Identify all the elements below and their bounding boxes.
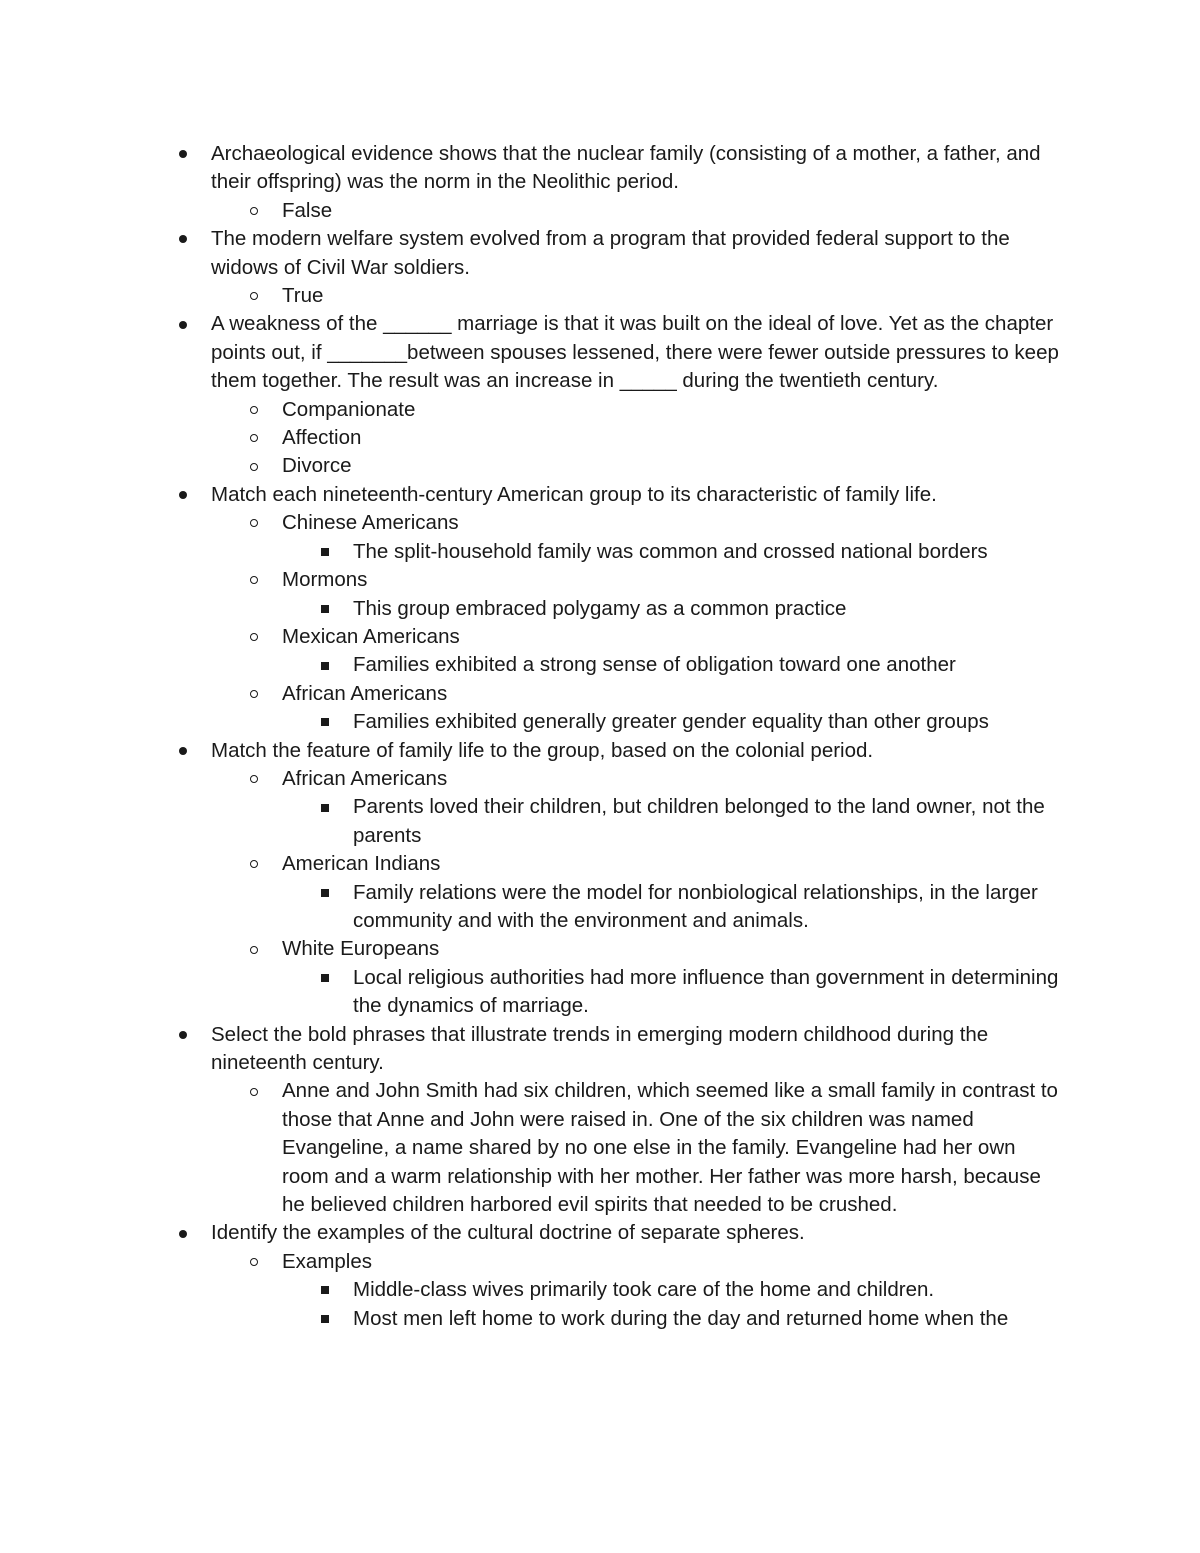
list-item [0,225,1200,282]
list-item [0,765,1200,793]
list-item-text: Local religious authorities had more influence than government in determining the dynamics of marriage. [353,965,1059,1018]
bullet-circle-icon [247,452,261,480]
document-page [0,140,1200,1333]
list-item [0,595,1200,623]
list-item-text: A weakness of the ______ marriage is that it was built on the ideal of love. Yet as the chapter points out, if _______between spouses lessened, there were fewer outside pressures to keep them together. The result was an increase in _____ during the twentieth century. [211,312,1059,393]
bullet-circle-icon [247,1248,261,1276]
bullet-circle-icon [247,623,261,651]
bullet-circle-icon [247,935,261,963]
list-item-text: Mormons [282,568,368,592]
list-item-text: Companionate [282,397,416,421]
list-item-text: This group embraced polygamy as a common practice [353,596,847,620]
list-item-text: Parents loved their children, but children belonged to the land owner, not the parents [353,795,1045,847]
bullet-dot-icon [176,225,190,253]
bullet-square-icon [318,1276,332,1304]
list-item [0,964,1200,1021]
bullet-square-icon [318,708,332,736]
list-item [0,481,1200,509]
list-item [0,1248,1200,1276]
bullet-dot-icon [176,1219,190,1247]
bullet-square-icon [318,595,332,623]
list-item-text: Family relations were the model for nonbiological relationships, in the larger community and with the environment and animals. [353,880,1038,932]
bullet-circle-icon [247,396,261,424]
list-item [0,793,1200,850]
bullet-dot-icon [176,1021,190,1049]
list-item-text: Anne and John Smith had six children, which seemed like a small family in contrast to those that Anne and John were raised in. One of the six children was named Evangeline, a name shared by no one else in the family. Evangeline had her own room and a warm relationship with her mother. Her father was more harsh, because he believed children harbored evil spirits that needed to be crushed. [282,1079,1058,1217]
list-item [0,850,1200,878]
list-item [0,1021,1200,1078]
list-item-text: Families exhibited generally greater gender equality than other groups [353,710,989,734]
list-item-text: African Americans [282,766,448,790]
bullet-circle-icon [247,566,261,594]
list-item-text: Match the feature of family life to the group, based on the colonial period. [211,738,874,762]
list-item-text: False [282,198,333,222]
list-item [0,197,1200,225]
list-item-text: Identify the examples of the cultural doctrine of separate spheres. [211,1221,805,1245]
bullet-square-icon [318,964,332,992]
list-item [0,1219,1200,1247]
bullet-square-icon [318,651,332,679]
list-item-text: White Europeans [282,937,440,961]
list-item-text: Chinese Americans [282,511,459,535]
bullet-circle-icon [247,680,261,708]
bullet-dot-icon [176,310,190,338]
list-item [0,452,1200,480]
list-item-text: Divorce [282,454,352,478]
bullet-dot-icon [176,140,190,168]
list-item-text: Match each nineteenth-century American group to its characteristic of family life. [211,482,937,506]
list-item-text: African Americans [282,681,448,705]
list-item-text: Examples [282,1249,373,1273]
list-item [0,424,1200,452]
list-item [0,680,1200,708]
list-item [0,708,1200,736]
list-item-text: Families exhibited a strong sense of obligation toward one another [353,653,956,677]
bullet-dot-icon [176,481,190,509]
list-item [0,538,1200,566]
list-item [0,1276,1200,1304]
bullet-circle-icon [247,197,261,225]
list-item-text: True [282,284,324,308]
bullet-circle-icon [247,282,261,310]
list-item-text: Middle-class wives primarily took care of the home and children. [353,1278,935,1302]
list-item [0,566,1200,594]
bullet-circle-icon [247,1077,261,1105]
list-item [0,396,1200,424]
list-item-text: Most men left home to work during the day and returned home when the [353,1306,1009,1330]
list-item-text: The modern welfare system evolved from a program that provided federal support to the widows of Civil War soldiers. [211,227,1010,279]
list-item [0,282,1200,310]
list-item-text: Affection [282,426,362,450]
list-item [0,935,1200,963]
bullet-circle-icon [247,424,261,452]
bullet-square-icon [318,1305,332,1333]
list-item [0,509,1200,537]
list-item-text: Select the bold phrases that illustrate trends in emerging modern childhood during the nineteenth century. [211,1022,989,1074]
list-item [0,651,1200,679]
bullet-list [0,140,1200,1333]
list-item-text: The split-household family was common and crossed national borders [353,539,988,563]
bullet-circle-icon [247,850,261,878]
list-item [0,879,1200,936]
list-item [0,1305,1200,1333]
bullet-square-icon [318,538,332,566]
bullet-circle-icon [247,765,261,793]
list-item-text: Archaeological evidence shows that the nuclear family (consisting of a mother, a father, and their offspring) was the norm in the Neolithic period. [211,142,1041,194]
bullet-square-icon [318,879,332,907]
list-item [0,737,1200,765]
list-item [0,140,1200,197]
bullet-dot-icon [176,737,190,765]
list-item [0,1077,1200,1219]
list-item [0,310,1200,395]
list-item-text: Mexican Americans [282,624,460,648]
bullet-circle-icon [247,509,261,537]
list-item-text: American Indians [282,852,441,876]
bullet-square-icon [318,793,332,821]
list-item [0,623,1200,651]
